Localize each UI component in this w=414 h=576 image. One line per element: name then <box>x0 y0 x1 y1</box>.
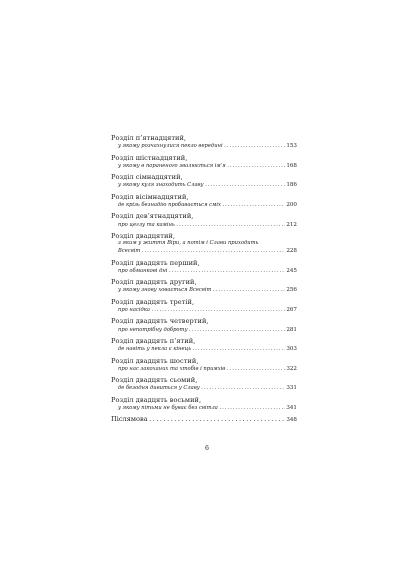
dot-leader <box>169 267 285 275</box>
dot-leader <box>176 221 285 229</box>
chapter-line <box>111 384 297 392</box>
chapter-subtitle: у якому пітьми не буває без світла <box>118 405 218 412</box>
dot-leader <box>189 326 285 334</box>
chapter-line <box>111 286 297 294</box>
chapter-title: Розділ сімнадцятий, <box>111 173 183 182</box>
chapter-subtitle: у якому куля знаходить Славу <box>118 182 204 189</box>
dot-leader <box>205 181 285 189</box>
chapter-line <box>111 162 297 170</box>
dot-leader <box>193 345 285 353</box>
chapter-subtitle: Всесвіт <box>118 248 141 255</box>
dot-leader <box>227 365 285 373</box>
dot-leader <box>152 306 285 314</box>
page-number: 200 <box>286 202 297 209</box>
chapter-title: Розділ двадцятий, <box>111 231 176 240</box>
dot-leader <box>149 415 285 423</box>
chapter-line <box>111 142 297 150</box>
chapter-subtitle: про обманкові дні <box>118 267 168 274</box>
toc-entry <box>111 134 297 151</box>
page-number: 281 <box>286 326 297 333</box>
dot-leader <box>219 404 284 412</box>
page-number: 303 <box>286 346 297 353</box>
dot-leader <box>222 201 284 209</box>
chapter-subtitle: про цеглу та камінь <box>118 221 175 228</box>
chapter-title: Розділ шістнадцятий, <box>111 153 188 162</box>
dot-leader <box>213 286 285 294</box>
dot-leader <box>227 162 285 170</box>
chapter-title: Розділ двадцять п’ятий, <box>111 336 196 345</box>
chapter-line <box>111 201 297 209</box>
chapter-subtitle: про насідка <box>118 307 150 314</box>
chapter-subtitle: у якому розчахнулися пекло вередині <box>118 143 223 150</box>
toc-entry <box>111 317 297 334</box>
chapter-line <box>111 404 297 412</box>
toc-entry <box>111 396 297 413</box>
chapter-title: Розділ двадцять восьмий, <box>111 395 202 404</box>
toc-entry <box>111 154 297 171</box>
chapter-subtitle: про нас закоханих та хтобів і примхів <box>118 365 226 372</box>
chapter-title: Розділ двадцять другий, <box>111 278 197 287</box>
chapter-subtitle-line-1: з яким у життя Віри, а потім і Слави приходить <box>118 240 259 247</box>
chapter-subtitle: де безодня дивиться у Славу <box>118 385 200 392</box>
chapter-title: Розділ вісімнадцятий, <box>111 192 189 201</box>
chapter-title: Розділ двадцять шостий, <box>111 356 199 365</box>
page-number: 153 <box>286 143 297 150</box>
page-number: 341 <box>286 405 297 412</box>
toc-entry <box>111 298 297 315</box>
chapter-subtitle: де крізь безнадію пробивається сміх <box>118 202 221 209</box>
page-folio: 6 <box>205 445 209 452</box>
chapter-subtitle: у якому знову ховається Всесвіт <box>118 287 212 294</box>
chapter-subtitle: про непотрібну доброту <box>118 326 188 333</box>
chapter-title: Розділ двадцять перший, <box>111 258 200 267</box>
page-number: 322 <box>286 365 297 372</box>
chapter-line <box>111 181 297 189</box>
chapter-line <box>111 221 297 229</box>
page-number: 168 <box>286 162 297 169</box>
page-number: 256 <box>286 287 297 294</box>
toc-entry-afterword <box>111 415 297 424</box>
chapter-title: Розділ п’ятнадцятий, <box>111 134 187 142</box>
page-number: 228 <box>286 248 297 255</box>
page-number: 267 <box>286 307 297 314</box>
dot-leader <box>201 384 285 392</box>
chapter-subtitle: де навіть у пекла є кінець <box>118 346 192 353</box>
chapter-title: Розділ двадцять сьомий, <box>111 376 198 385</box>
page-number: 348 <box>286 417 297 424</box>
afterword-line <box>111 415 297 424</box>
dot-leader <box>224 142 285 150</box>
table-of-contents <box>111 134 297 425</box>
toc-entry <box>111 376 297 393</box>
afterword-title: Післямова <box>111 415 148 424</box>
toc-entry <box>111 278 297 295</box>
chapter-title: Розділ двадцять третій, <box>111 297 195 306</box>
dot-leader <box>142 247 285 255</box>
toc-entry <box>111 232 297 256</box>
chapter-title: Розділ двадцять четвертий, <box>111 317 209 326</box>
page-number: 245 <box>286 267 297 274</box>
chapter-line <box>111 247 297 255</box>
chapter-line <box>111 306 297 314</box>
chapter-line <box>111 326 297 334</box>
toc-entry <box>111 193 297 210</box>
toc-entry <box>111 357 297 374</box>
chapter-line <box>111 345 297 353</box>
page-number: 212 <box>286 221 297 228</box>
chapter-line <box>111 267 297 275</box>
toc-entry <box>111 337 297 354</box>
page-number: 331 <box>286 385 297 392</box>
toc-entry <box>111 173 297 190</box>
chapter-line <box>111 365 297 373</box>
chapter-subtitle: у якому в пораненого звалюється ім’я <box>118 162 226 169</box>
page-number: 186 <box>286 182 297 189</box>
toc-entry <box>111 212 297 229</box>
chapter-title: Розділ дев’ятнадцятий, <box>111 212 194 221</box>
toc-entry <box>111 259 297 276</box>
